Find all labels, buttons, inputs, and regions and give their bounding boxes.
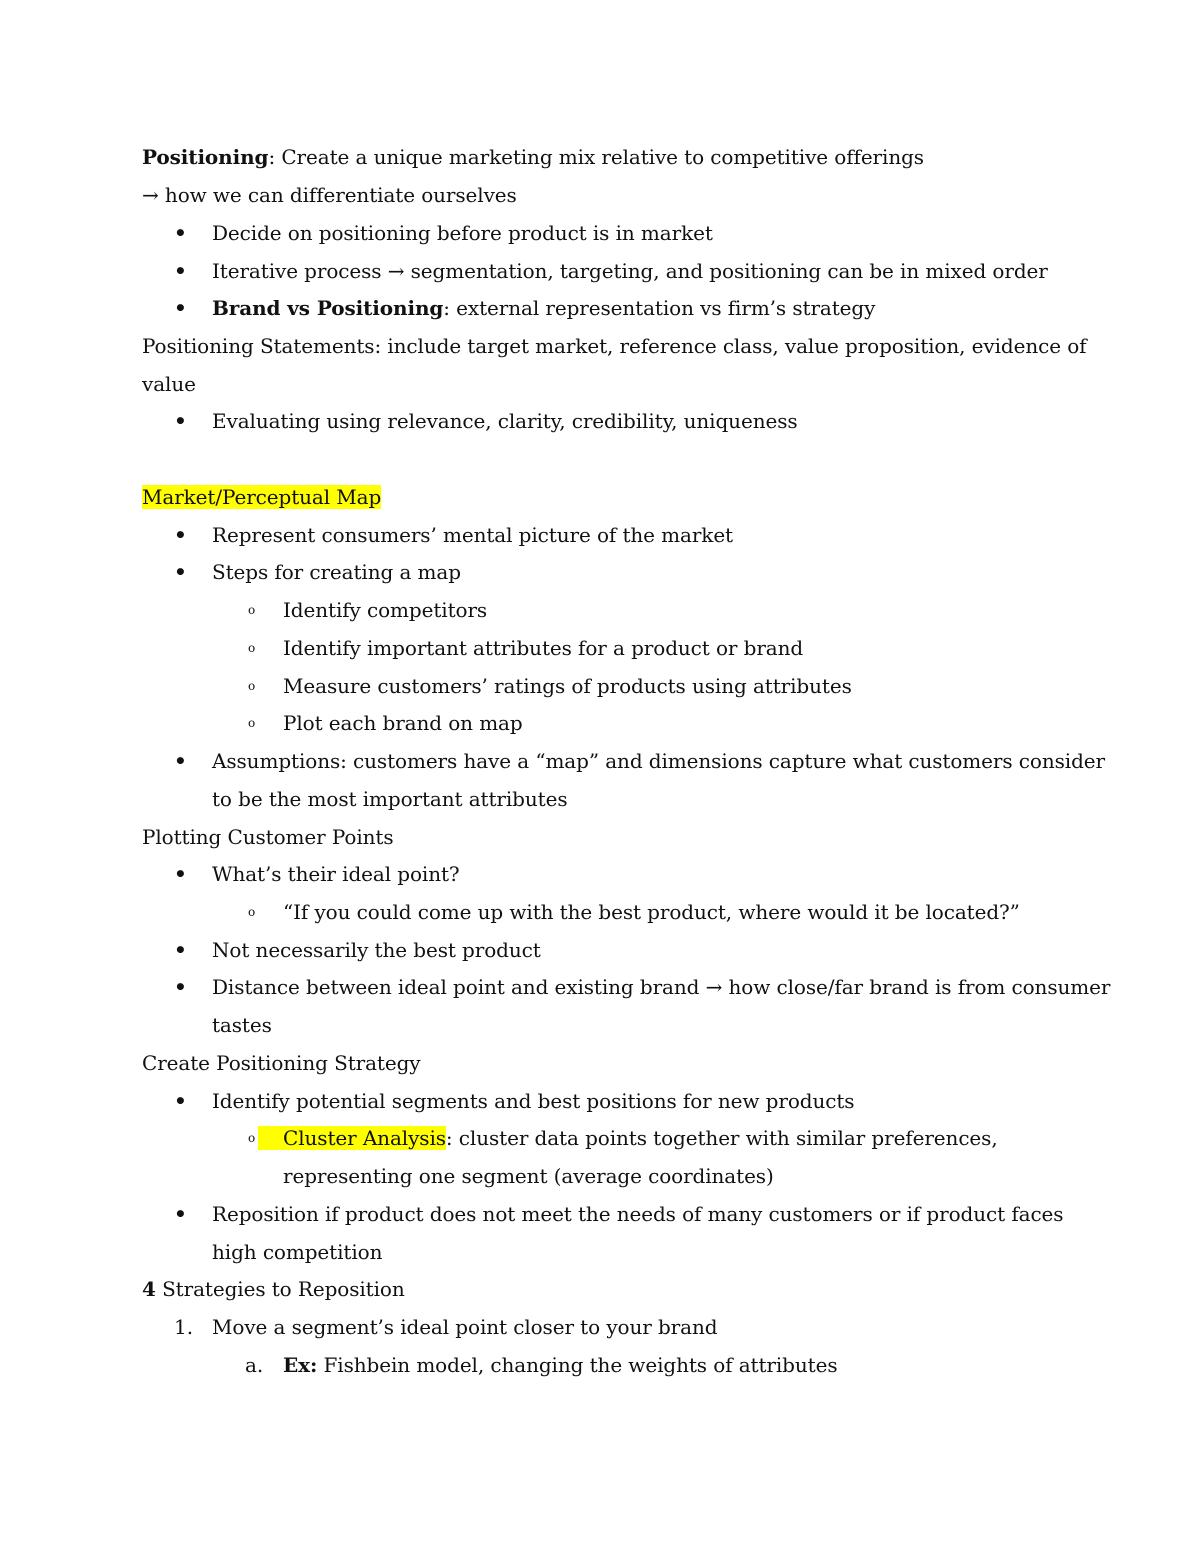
list-item-not-best: Not necessarily the best product: [212, 938, 541, 962]
sub-item-identify-attributes: Identify important attributes for a product or brand: [283, 636, 804, 660]
list-item-steps: Steps for creating a map: [212, 560, 461, 584]
sub-item-quote: “If you could come up with the best product, where would it be located?”: [283, 900, 1020, 924]
positioning-label: Positioning: [142, 145, 269, 169]
sub-item-measure: Measure customers’ ratings of products using attributes: [283, 674, 852, 698]
list-item-represent: Represent consumers’ mental picture of the market: [212, 523, 733, 547]
list-item-distance-1: Distance between ideal point and existing brand → how close/far brand is from consumer: [212, 975, 1111, 999]
bullet-marker: •: [174, 938, 187, 962]
sub-item-plot: Plot each brand on map: [283, 711, 523, 735]
sub-bullet-marker: o: [248, 679, 256, 693]
differentiate-line: → how we can differentiate ourselves: [142, 183, 517, 207]
positioning-text: : Create a unique marketing mix relative to competitive offerings: [268, 145, 924, 169]
brand-vs-text: : external representation vs firm’s strategy: [443, 296, 876, 320]
bullet-marker: •: [174, 862, 187, 886]
positioning-definition: [142, 142, 924, 172]
list-item-assumptions-1: Assumptions: customers have a “map” and dimensions capture what customers consider: [212, 749, 1105, 773]
strategies-number: 4: [142, 1277, 156, 1301]
bullet-marker: •: [174, 1202, 187, 1226]
statements-line-2: value: [142, 372, 196, 396]
sub-bullet-marker: o: [248, 905, 256, 919]
sub-item-cluster: [258, 1123, 998, 1153]
list-item-reposition-2: high competition: [212, 1240, 383, 1264]
statements-line-1: Positioning Statements: include target market, reference class, value proposition, evidence of: [142, 334, 1087, 358]
list-item-decide: Decide on positioning before product is in market: [212, 221, 713, 245]
list-item-ideal: What’s their ideal point?: [212, 862, 460, 886]
sub-item-cluster-2: representing one segment (average coordinates): [283, 1164, 774, 1188]
list-item-distance-2: tastes: [212, 1013, 272, 1037]
bullet-marker: •: [174, 975, 187, 999]
number-marker: 1.: [174, 1315, 194, 1339]
bullet-marker: •: [174, 259, 187, 283]
highlighted-heading: Market/Perceptual Map: [142, 485, 382, 509]
plotting-heading: Plotting Customer Points: [142, 825, 394, 849]
list-item-brand-vs: [212, 293, 875, 323]
cluster-text: : cluster data points together with similar preferences,: [445, 1126, 998, 1150]
ex-label: Ex:: [283, 1353, 318, 1377]
bullet-marker: •: [174, 749, 187, 773]
ex-text: Fishbein model, changing the weights of attributes: [317, 1353, 838, 1377]
list-item-reposition-1: Reposition if product does not meet the needs of many customers or if product faces: [212, 1202, 1064, 1226]
sub-bullet-marker: o: [248, 716, 256, 730]
bullet-marker: •: [174, 221, 187, 245]
list-item-evaluating: Evaluating using relevance, clarity, credibility, uniqueness: [212, 409, 798, 433]
bullet-marker: •: [174, 560, 187, 584]
list-item-identify-segments: Identify potential segments and best positions for new products: [212, 1089, 855, 1113]
strategies-text: Strategies to Reposition: [155, 1277, 405, 1301]
brand-vs-label: Brand vs Positioning: [212, 296, 444, 320]
sub-bullet-marker: o: [248, 641, 256, 655]
bullet-marker: •: [174, 409, 187, 433]
cluster-label: Cluster Analysis: [258, 1126, 446, 1150]
list-item-iterative: Iterative process → segmentation, targeting, and positioning can be in mixed order: [212, 259, 1048, 283]
lettered-item-a: [283, 1350, 837, 1380]
market-map-heading: [142, 482, 381, 512]
list-item-assumptions-2: to be the most important attributes: [212, 787, 568, 811]
bullet-marker: •: [174, 1089, 187, 1113]
sub-bullet-marker: o: [248, 1131, 256, 1145]
letter-marker: a.: [245, 1353, 264, 1377]
sub-bullet-marker: o: [248, 603, 256, 617]
create-heading: Create Positioning Strategy: [142, 1051, 421, 1075]
sub-item-identify-competitors: Identify competitors: [283, 598, 488, 622]
strategies-heading: [142, 1274, 405, 1304]
numbered-item-1: Move a segment’s ideal point closer to your brand: [212, 1315, 718, 1339]
bullet-marker: •: [174, 523, 187, 547]
bullet-marker: •: [174, 296, 187, 320]
